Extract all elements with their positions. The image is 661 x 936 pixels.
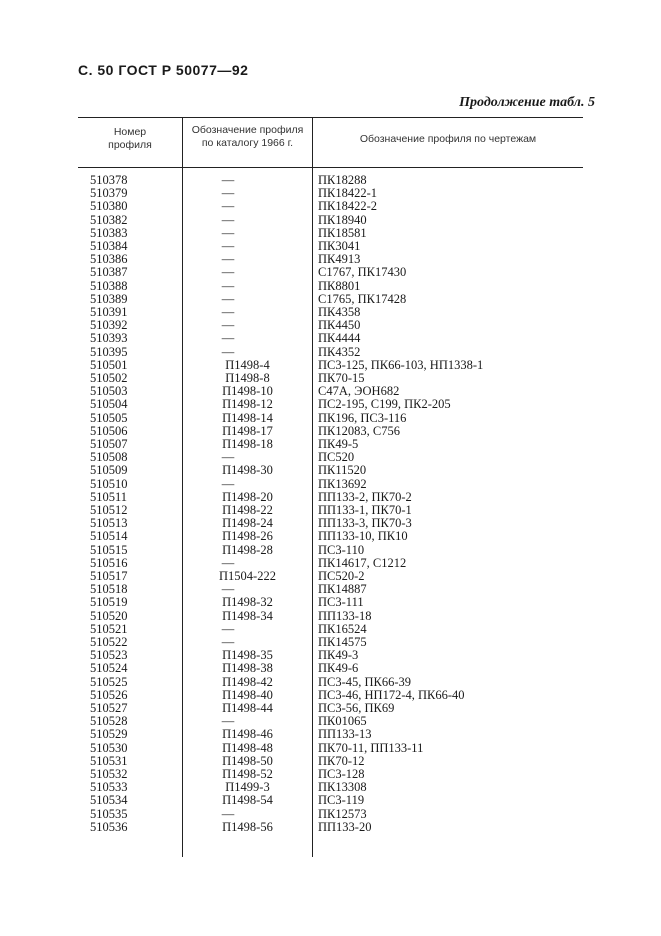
column-header-catalog-1966: Обозначение профиля по каталогу 1966 г. [191, 124, 304, 149]
drawing-designation: ПС3-46, НП172-4, ПК66-40 [318, 687, 465, 702]
profile-number: 510503 [90, 384, 128, 399]
drawing-designation: ПК4352 [318, 344, 361, 359]
profile-number: 510534 [90, 793, 128, 808]
catalog-designation: — [221, 806, 235, 821]
drawing-designation: ПК18581 [318, 225, 367, 240]
catalog-designation: — [221, 212, 235, 227]
catalog-designation: — [221, 344, 235, 359]
column-divider-2 [312, 117, 313, 857]
drawing-designation: ПП133-1, ПК70-1 [318, 503, 412, 517]
drawing-designation: ПС520 [318, 450, 355, 465]
catalog-designation: — [221, 582, 235, 597]
catalog-designation: П1498-54 [222, 793, 273, 808]
catalog-designation: — [221, 331, 235, 346]
profile-number: 510386 [90, 252, 128, 267]
catalog-designation: П1498-30 [222, 463, 273, 478]
profile-number: 510395 [90, 344, 128, 359]
catalog-designation: П1498-14 [222, 410, 273, 425]
catalog-designation: П1498-26 [222, 529, 273, 544]
drawing-designation: ПК8801 [318, 278, 361, 293]
catalog-designation: П1498-8 [225, 371, 270, 385]
catalog-designation: — [221, 173, 235, 187]
catalog-designation: П1498-35 [222, 648, 273, 663]
drawing-designation: ПК3041 [318, 239, 361, 253]
catalog-designation: П1498-22 [222, 503, 273, 517]
catalog-designation: П1498-42 [222, 674, 273, 689]
drawing-designation: ПП133-20 [318, 819, 372, 834]
profile-number: 510530 [90, 740, 128, 755]
page-header: С. 50 ГОСТ Р 50077—92 [78, 62, 249, 78]
catalog-designation: — [221, 265, 235, 280]
profile-number: 510517 [90, 569, 128, 583]
drawing-designation: ПК12083, С756 [318, 423, 400, 438]
profile-number: 510384 [90, 239, 128, 253]
catalog-designation: П1498-50 [222, 753, 273, 768]
drawing-designation: ПК18940 [318, 212, 367, 227]
drawing-designation: ПП133-13 [318, 727, 372, 742]
profile-number: 510387 [90, 265, 128, 280]
drawing-designation: ПП133-10, ПК10 [318, 529, 408, 544]
table-continuation-label: Продолжение табл. 5 [459, 95, 595, 110]
profile-number: 510501 [90, 357, 128, 372]
column-header-profile-number: Номер профиля [108, 126, 152, 151]
profile-number: 510508 [90, 450, 128, 465]
drawing-designation: ПС3-110 [318, 542, 365, 557]
drawing-designation: ПП133-2, ПК70-2 [318, 489, 412, 504]
catalog-designation: П1498-48 [222, 740, 273, 755]
drawing-designation: ПС520-2 [318, 569, 365, 583]
profile-number: 510391 [90, 305, 128, 319]
profile-number: 510521 [90, 621, 128, 636]
profile-number: 510514 [90, 529, 128, 544]
drawing-designation: ПК4450 [318, 318, 361, 333]
drawing-designation: ПС2-195, С199, ПК2-205 [318, 397, 451, 412]
drawing-designation: ПК4358 [318, 305, 361, 319]
drawing-designation: ПК12573 [318, 806, 367, 821]
drawing-designation: ПК18288 [318, 173, 367, 187]
profile-number: 510536 [90, 819, 128, 834]
catalog-designation: — [221, 450, 235, 465]
catalog-designation: — [221, 186, 235, 201]
drawing-designation: С47А, ЭОН682 [318, 384, 400, 399]
catalog-designation: П1498-10 [222, 384, 273, 399]
drawing-designation: ПК01065 [318, 714, 367, 729]
profile-number: 510535 [90, 806, 128, 821]
drawing-designation: ПС3-125, ПК66-103, НП1338-1 [318, 357, 484, 372]
catalog-designation: П1498-56 [222, 819, 273, 834]
drawing-designation: С1767, ПК17430 [318, 265, 407, 280]
catalog-designation: — [221, 621, 235, 636]
catalog-designation: П1498-18 [222, 437, 273, 451]
profile-number: 510515 [90, 542, 128, 557]
catalog-designation: П1498-44 [222, 701, 273, 715]
catalog-designation: П1498-12 [222, 397, 273, 412]
profile-number: 510388 [90, 278, 128, 293]
catalog-designation: — [221, 476, 235, 491]
catalog-designation: — [221, 199, 235, 214]
drawing-designation: ПК13692 [318, 476, 367, 491]
drawing-designation: ПК18422-1 [318, 186, 378, 201]
profile-number: 510380 [90, 199, 128, 214]
profile-number: 510507 [90, 437, 128, 451]
table-header-rule [78, 167, 583, 168]
drawing-designation: ПП133-18 [318, 608, 372, 623]
profile-number: 510526 [90, 687, 128, 702]
profile-number: 510504 [90, 397, 128, 412]
drawing-designation: ПС3-128 [318, 767, 365, 781]
profile-number: 510529 [90, 727, 128, 742]
catalog-designation: П1498-4 [225, 357, 270, 372]
drawing-designation: ПК14575 [318, 635, 367, 649]
column-header-drawing-designation: Обозначение профиля по чертежам [359, 133, 537, 145]
catalog-designation: П1498-34 [222, 608, 273, 623]
drawing-designation: ПК16524 [318, 621, 367, 636]
catalog-designation: П1498-38 [222, 661, 273, 676]
profile-number: 510522 [90, 635, 128, 649]
drawing-designation: ПС3-111 [318, 595, 364, 610]
profile-number: 510523 [90, 648, 128, 663]
profile-number: 510518 [90, 582, 128, 597]
catalog-designation: П1498-40 [222, 687, 273, 702]
profile-number: 510393 [90, 331, 128, 346]
profile-number: 510531 [90, 753, 128, 768]
profile-number: 510513 [90, 516, 128, 531]
drawing-designation: ПК196, ПС3-116 [318, 410, 407, 425]
profile-number: 510524 [90, 661, 128, 676]
drawing-designation: ПК18422-2 [318, 199, 378, 214]
drawing-designation: ПК14887 [318, 582, 367, 597]
catalog-designation: — [221, 252, 235, 267]
catalog-designation: — [221, 291, 235, 306]
drawing-designation: С1765, ПК17428 [318, 291, 407, 306]
profile-number: 510528 [90, 714, 128, 729]
drawing-designation: ПС3-45, ПК66-39 [318, 674, 412, 689]
drawing-designation: ПП133-3, ПК70-3 [318, 516, 412, 531]
drawing-designation: ПК13308 [318, 780, 367, 795]
catalog-designation: П1498-46 [222, 727, 273, 742]
profile-number: 510510 [90, 476, 128, 491]
catalog-designation: П1498-28 [222, 542, 273, 557]
profile-number: 510532 [90, 767, 128, 781]
catalog-designation: П1498-17 [222, 423, 273, 438]
profile-number: 510379 [90, 186, 128, 201]
catalog-designation: — [221, 635, 235, 649]
catalog-designation: П1498-20 [222, 489, 273, 504]
profile-number: 510506 [90, 423, 128, 438]
profile-number: 510519 [90, 595, 128, 610]
profile-number: 510389 [90, 291, 128, 306]
profile-number: 510505 [90, 410, 128, 425]
catalog-designation: — [221, 714, 235, 729]
profile-number: 510516 [90, 555, 128, 570]
drawing-designation: ПК11520 [318, 463, 367, 478]
profile-number: 510512 [90, 503, 128, 517]
drawing-designation: ПК70-12 [318, 753, 365, 768]
drawing-designation: ПК49-3 [318, 648, 359, 663]
drawing-designation: ПК49-5 [318, 437, 359, 451]
profile-number: 510382 [90, 212, 128, 227]
catalog-designation: — [221, 239, 235, 253]
catalog-designation: П1498-24 [222, 516, 273, 531]
catalog-designation: — [221, 225, 235, 240]
profile-number: 510520 [90, 608, 128, 623]
drawing-designation: ПК4913 [318, 252, 361, 267]
drawing-designation: ПК49-6 [318, 661, 359, 676]
catalog-designation: — [221, 305, 235, 319]
catalog-designation: — [221, 318, 235, 333]
drawing-designation: ПК4444 [318, 331, 361, 346]
drawing-designation: ПС3-56, ПК69 [318, 701, 395, 715]
profile-number: 510533 [90, 780, 128, 795]
profile-number: 510525 [90, 674, 128, 689]
profile-number: 510378 [90, 173, 128, 187]
catalog-designation: П1499-3 [225, 780, 270, 795]
catalog-designation: П1498-52 [222, 767, 273, 781]
profile-number: 510509 [90, 463, 128, 478]
table-top-rule [78, 117, 583, 118]
drawing-designation: ПК70-15 [318, 371, 365, 385]
profile-number: 510511 [90, 489, 128, 504]
catalog-designation: — [221, 278, 235, 293]
catalog-designation: — [221, 555, 235, 570]
drawing-designation: ПС3-119 [318, 793, 365, 808]
profile-number: 510383 [90, 225, 128, 240]
profile-number: 510392 [90, 318, 128, 333]
catalog-designation: П1498-32 [222, 595, 273, 610]
drawing-designation: ПК70-11, ПП133-11 [318, 740, 424, 755]
drawing-designation: ПК14617, С1212 [318, 555, 407, 570]
profile-number: 510502 [90, 371, 128, 385]
profile-number: 510527 [90, 701, 128, 715]
catalog-designation: П1504-222 [219, 569, 276, 583]
